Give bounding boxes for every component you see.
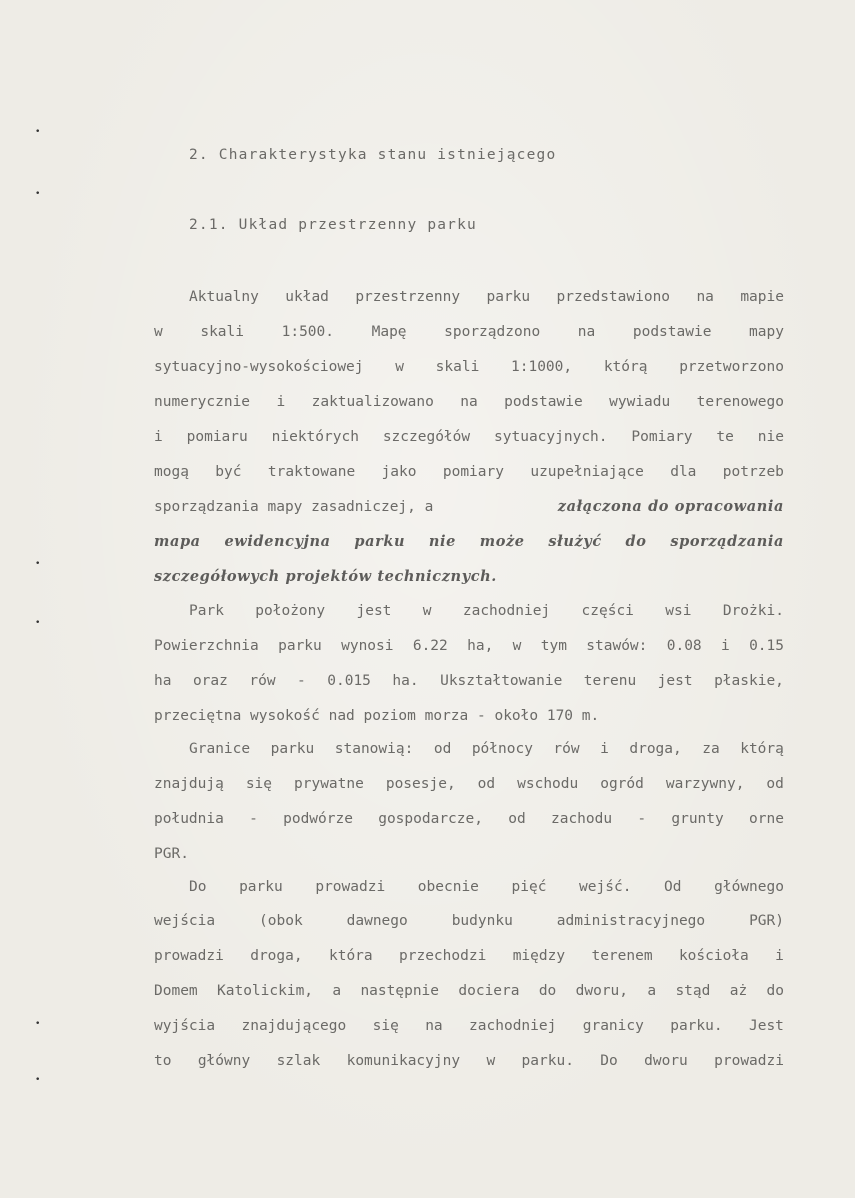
word: następnie <box>360 983 440 999</box>
word: droga, <box>250 948 303 964</box>
word: warzywny, <box>665 776 745 792</box>
word: i <box>775 948 784 964</box>
word: Ukształtowanie <box>440 673 563 689</box>
paragraph-line: przeciętna wysokość nad poziom morza - około 170 m. <box>154 708 600 724</box>
paragraph-line <box>154 321 784 343</box>
word: przetworzono <box>679 359 784 375</box>
word: na <box>577 324 596 340</box>
word: Drożki. <box>722 603 784 619</box>
word: Park <box>189 603 224 619</box>
word: numerycznie <box>154 394 251 410</box>
word: Od <box>664 879 682 895</box>
word: uzupełniające <box>530 464 644 480</box>
word: układ <box>285 289 329 305</box>
paragraph-text-italic: załączona do opracowania <box>557 498 784 515</box>
word: wynosi <box>341 638 394 654</box>
word: dworu <box>644 1053 688 1069</box>
word: prowadzi <box>315 879 386 895</box>
word: Powierzchnia <box>154 638 259 654</box>
word: na <box>460 394 478 410</box>
word: Domem <box>154 983 198 999</box>
word: niektórych <box>271 429 359 445</box>
paragraph-line <box>154 461 784 483</box>
word: 6.22 <box>412 638 448 654</box>
word: stawów: <box>586 638 648 654</box>
paragraph-line <box>154 910 784 932</box>
word: wejścia <box>154 913 216 929</box>
word: na <box>696 289 714 305</box>
paragraph-line-italic: szczegółowych projektów technicznych. <box>154 568 497 585</box>
word: terenu <box>583 673 637 689</box>
word: - <box>297 673 306 689</box>
word: ewidencyjna <box>224 533 331 550</box>
word: komunikacyjny <box>346 1053 461 1069</box>
word: dawnego <box>346 913 408 929</box>
word: stąd <box>675 983 711 999</box>
word: położony <box>255 603 326 619</box>
paragraph-line <box>154 773 784 795</box>
word: Pomiary <box>631 429 693 445</box>
word: podstawie <box>632 324 712 340</box>
word: podwórze <box>283 811 353 827</box>
word: sytuacyjnych. <box>494 429 608 445</box>
word: stanowią: <box>334 741 414 757</box>
word: ha <box>154 673 172 689</box>
word: którą <box>603 359 648 375</box>
word: 1:500. <box>281 324 334 340</box>
word: Aktualny <box>189 289 259 305</box>
word: prywatne <box>294 776 364 792</box>
word: potrzeb <box>722 464 784 480</box>
paragraph-line <box>154 670 784 692</box>
word: Katolickim, <box>217 983 314 999</box>
word: do <box>538 983 557 999</box>
word: wywiadu <box>609 394 671 410</box>
word: nie <box>428 533 456 550</box>
word: główny <box>197 1053 251 1069</box>
word: parku. <box>521 1053 574 1069</box>
scan-mark: • <box>35 618 41 628</box>
word: Do <box>600 1053 618 1069</box>
word: południa <box>154 811 224 827</box>
word: przechodzi <box>399 948 487 964</box>
word: terenowego <box>696 394 784 410</box>
word: zachodniej <box>469 1018 557 1034</box>
scan-mark: • <box>35 1019 41 1029</box>
word: aż <box>729 983 748 999</box>
word: 1:1000, <box>511 359 573 375</box>
word: dociera <box>458 983 520 999</box>
word: parku <box>354 533 406 550</box>
paragraph-line: PGR. <box>154 846 189 862</box>
word: mapy <box>749 324 784 340</box>
word: to <box>154 1053 172 1069</box>
word: wejść. <box>579 879 632 895</box>
paragraph-line <box>154 356 784 378</box>
paragraph-line <box>189 600 784 622</box>
word: rów <box>249 673 276 689</box>
word: na <box>425 1018 443 1034</box>
word: parku. <box>670 1018 723 1034</box>
word: części <box>581 603 634 619</box>
word: w <box>422 603 432 619</box>
word: nie <box>757 429 784 445</box>
scan-mark: • <box>35 559 41 569</box>
word: przedstawiono <box>556 289 671 305</box>
word: może <box>479 533 525 550</box>
word: do <box>766 983 784 999</box>
paragraph-line <box>154 391 784 413</box>
paragraph-line <box>154 945 784 967</box>
word: ha, <box>467 638 494 654</box>
word: kościoła <box>678 948 749 964</box>
word: orne <box>749 811 784 827</box>
paragraph-line <box>189 286 784 308</box>
word: Jest <box>748 1018 784 1034</box>
word: administracyjnego <box>556 913 706 929</box>
word: która <box>328 948 373 964</box>
word: Mapę <box>371 324 407 340</box>
paragraph-text: sporządzania mapy zasadniczej, a <box>154 499 434 515</box>
word: od <box>433 741 452 757</box>
word: w <box>486 1053 496 1069</box>
word: parku <box>278 638 322 654</box>
word: wschodu <box>517 776 579 792</box>
word: ha. <box>392 673 419 689</box>
word: parku <box>270 741 315 757</box>
paragraph-line <box>154 426 784 448</box>
subsection-title: 2.1. Układ przestrzenny parku <box>189 217 477 233</box>
word: sporządzono <box>444 324 541 340</box>
word: te <box>716 429 734 445</box>
word: szczegółów <box>382 429 471 445</box>
paragraph-line <box>154 808 784 830</box>
word: się <box>245 776 273 792</box>
word: między <box>512 948 566 964</box>
word: parku <box>239 879 283 895</box>
word: i <box>721 638 730 654</box>
word: jest <box>356 603 392 619</box>
word: od <box>766 776 784 792</box>
word: 0.08 <box>666 638 702 654</box>
paragraph-line <box>189 876 784 898</box>
word: - <box>637 811 647 827</box>
word: sytuacyjno-wysokościowej <box>154 359 364 375</box>
word: skali <box>200 324 244 340</box>
word: sporządzania <box>670 533 784 550</box>
word: służyć <box>548 533 602 550</box>
word: obecnie <box>417 879 479 895</box>
word: skali <box>435 359 480 375</box>
word: gospodarcze, <box>378 811 483 827</box>
paragraph-line-mixed <box>154 496 784 518</box>
word: tym <box>540 638 567 654</box>
word: przestrzenny <box>355 289 461 305</box>
word: w <box>512 638 522 654</box>
word: i <box>600 741 609 757</box>
word: prowadzi <box>154 948 224 964</box>
word: wyjścia <box>154 1018 216 1034</box>
word: terenem <box>591 948 653 964</box>
word: znajdują <box>154 776 224 792</box>
word: 0.015 <box>327 673 371 689</box>
word: jako <box>381 464 417 480</box>
section-title: 2. Charakterystyka stanu istniejącego <box>189 147 557 163</box>
scan-mark: • <box>35 1075 41 1085</box>
word: być <box>215 464 242 480</box>
word: i <box>154 429 163 445</box>
word: dworu, <box>575 983 629 999</box>
word: grunty <box>671 811 724 827</box>
word: parku <box>486 289 531 305</box>
paragraph-line <box>189 738 784 760</box>
word: ogród <box>600 776 644 792</box>
word: mapa <box>154 533 201 550</box>
paragraph-line <box>154 1050 784 1072</box>
word: zachodu <box>550 811 613 827</box>
word: wsi <box>665 603 692 619</box>
word: znajdującego <box>241 1018 347 1034</box>
word: do <box>625 533 647 550</box>
scan-mark: • <box>35 189 41 199</box>
word: 0.15 <box>749 638 784 654</box>
word: w <box>395 359 404 375</box>
word: od <box>477 776 496 792</box>
word: a <box>647 983 657 999</box>
word: - <box>249 811 258 827</box>
word: granicy <box>582 1018 644 1034</box>
word: Granice <box>189 741 251 757</box>
word: płaskie, <box>714 673 784 689</box>
word: Do <box>189 879 207 895</box>
word: jest <box>657 673 693 689</box>
word: rów <box>553 741 580 757</box>
word: PGR) <box>749 913 784 929</box>
word: zachodniej <box>462 603 551 619</box>
word: od <box>508 811 526 827</box>
word: w <box>154 324 163 340</box>
word: pomiary <box>442 464 504 480</box>
word: którą <box>740 741 784 757</box>
word: szlak <box>276 1053 321 1069</box>
scan-mark: • <box>35 127 41 137</box>
word: budynku <box>451 913 513 929</box>
word: się <box>372 1018 399 1034</box>
word: pomiaru <box>186 429 248 445</box>
paragraph-line <box>154 635 784 657</box>
word: posesje, <box>385 776 456 792</box>
word: głównego <box>714 879 784 895</box>
word: mapie <box>740 289 784 305</box>
word: mogą <box>154 464 189 480</box>
word: a <box>332 983 342 999</box>
word: traktowane <box>267 464 356 480</box>
word: pięć <box>511 879 547 895</box>
word: zaktualizowano <box>311 394 434 410</box>
word: prowadzi <box>714 1053 784 1069</box>
word: droga, <box>629 741 682 757</box>
word: i <box>276 394 286 410</box>
word: oraz <box>192 673 228 689</box>
word: dla <box>670 464 697 480</box>
word: (obok <box>259 913 303 929</box>
word: za <box>702 741 720 757</box>
word: podstawie <box>504 394 583 410</box>
paragraph-line <box>154 1015 784 1037</box>
paragraph-line-italic <box>154 531 784 553</box>
paragraph-line <box>154 980 784 1002</box>
word: północy <box>471 741 533 757</box>
